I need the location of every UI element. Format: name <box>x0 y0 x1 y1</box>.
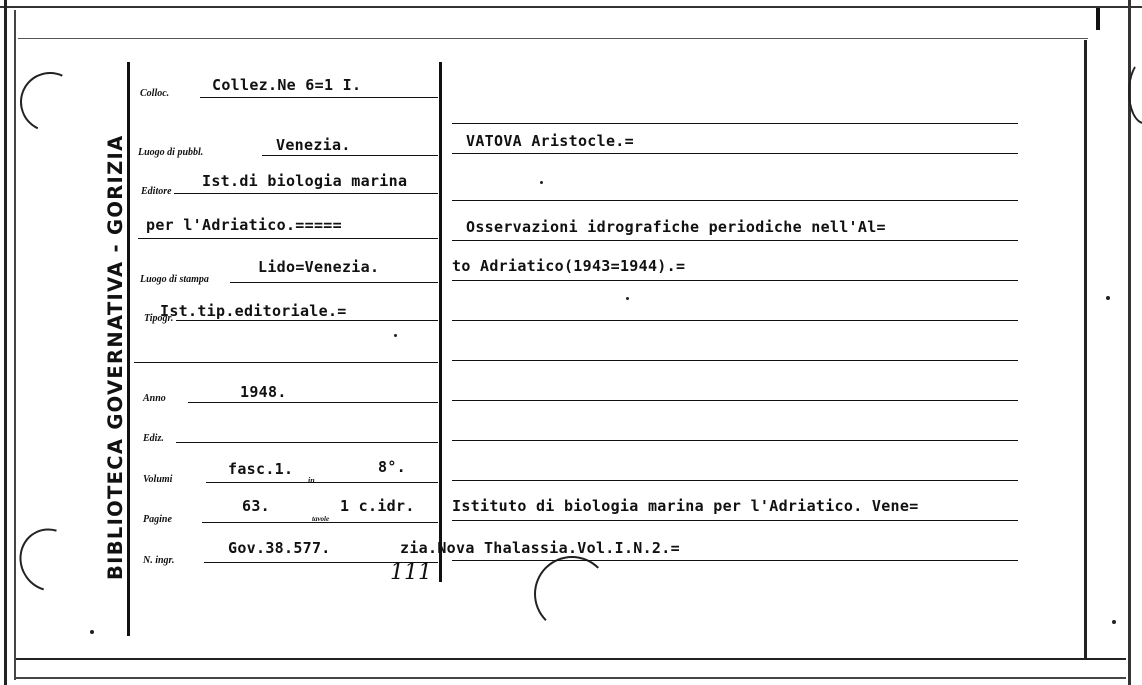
anno-label: Anno <box>143 393 166 404</box>
editore-value-2: per l'Adriatico.===== <box>146 216 342 234</box>
speck <box>1106 296 1110 300</box>
editore2-underline <box>138 238 438 239</box>
right-rule-6 <box>452 320 1018 321</box>
card-left-border <box>4 0 7 685</box>
card-top-border <box>0 6 1142 8</box>
anno-underline <box>188 402 438 403</box>
punch-hole-arc-center <box>534 556 610 632</box>
left-column-rule <box>127 62 130 636</box>
right-rule-3 <box>452 200 1018 201</box>
tipogr-underline <box>176 320 438 321</box>
handwritten-inventory-mark: 111 <box>390 560 432 585</box>
pagine-label: Pagine <box>143 514 172 525</box>
luogo-pubbl-value: Venezia. <box>276 136 351 154</box>
card-bottom-rule <box>16 658 1126 660</box>
title-line-2: to Adriatico(1943=1944).= <box>452 257 686 275</box>
right-rule-10 <box>452 480 1018 481</box>
right-rule-7 <box>452 360 1018 361</box>
volumi-label: Volumi <box>143 474 173 485</box>
note-line-1: Istituto di biologia marina per l'Adriatico. Vene= <box>452 497 919 515</box>
luogo-stampa-label: Luogo di stampa <box>140 274 209 285</box>
editore-underline <box>174 193 438 194</box>
ediz-label: Ediz. <box>143 433 164 444</box>
right-rule-11 <box>452 520 1018 521</box>
anno-value: 1948. <box>240 383 287 401</box>
card-top-rule <box>18 38 1088 39</box>
right-rule-2 <box>452 153 1018 154</box>
note-line-2: zia.Nova Thalassia.Vol.I.N.2.= <box>400 539 680 557</box>
luogo-pubbl-underline <box>262 155 438 156</box>
pagine-tavole-value: 1 c.idr. <box>340 497 415 515</box>
library-side-label: BIBLIOTECA GOVERNATIVA - GORIZIA <box>104 134 127 580</box>
pagine-tavole-label: tavole <box>312 515 330 523</box>
speck <box>394 334 397 337</box>
card-bottom-rule-2 <box>16 677 1126 679</box>
right-rule-9 <box>452 440 1018 441</box>
card-right-border <box>1084 40 1087 660</box>
punch-hole-arc-bottom <box>8 517 92 602</box>
tipogr-label: Tipogr. <box>144 313 174 324</box>
author-heading: VATOVA Aristocle.= <box>466 132 634 150</box>
right-rule-4 <box>452 240 1018 241</box>
editore-label: Editore <box>141 186 172 197</box>
colloc-underline <box>200 97 438 98</box>
blank-underline <box>134 362 438 363</box>
volumi-value: fasc.1. <box>228 460 294 478</box>
title-line-1: Osservazioni idrografiche periodiche nell'Al= <box>466 218 886 236</box>
volumi-underline <box>206 482 438 483</box>
punch-hole-arc-top <box>12 64 89 141</box>
luogo-pubbl-label: Luogo di pubbl. <box>138 147 204 158</box>
right-rule-8 <box>452 400 1018 401</box>
card-top-right-mark <box>1096 8 1100 30</box>
pagine-value: 63. <box>242 497 270 515</box>
speck <box>626 297 629 300</box>
middle-column-rule <box>439 62 442 582</box>
right-rule-12 <box>452 560 1018 561</box>
colloc-label: Colloc. <box>140 88 170 99</box>
editore-value: Ist.di biologia marina <box>202 172 408 190</box>
ediz-underline <box>176 442 438 443</box>
speck <box>90 630 94 634</box>
card-left-border-inner <box>14 10 16 680</box>
tipogr-value: Ist.tip.editoriale.= <box>160 302 347 320</box>
volumi-in-label: in <box>308 476 315 485</box>
right-rule-5 <box>452 280 1018 281</box>
volumi-format-value: 8°. <box>378 458 406 476</box>
luogo-stampa-value: Lido=Venezia. <box>258 258 380 276</box>
speck <box>1112 620 1116 624</box>
colloc-value: Collez.Ne 6=1 I. <box>212 76 362 94</box>
luogo-stampa-underline <box>230 282 438 283</box>
speck <box>540 181 543 184</box>
right-rule-1 <box>452 123 1018 124</box>
ningr-label: N. ingr. <box>143 555 175 566</box>
ningr-value: Gov.38.577. <box>228 539 331 557</box>
